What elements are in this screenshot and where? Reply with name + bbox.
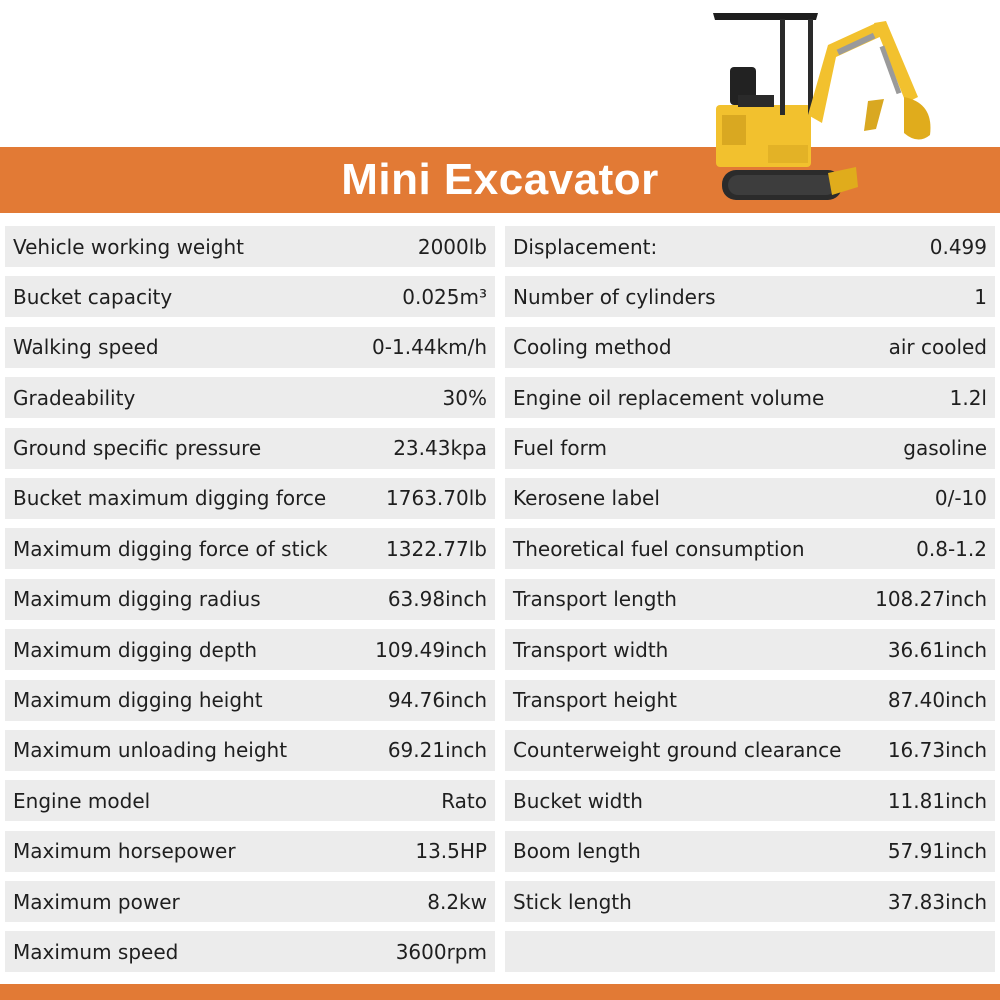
spec-value: 0-1.44km/h <box>372 335 487 360</box>
excavator-image <box>708 5 938 210</box>
spec-label: Transport width <box>513 637 669 662</box>
spec-value: 0.8-1.2 <box>916 536 987 561</box>
left-spec-column <box>5 226 495 982</box>
spec-value: 23.43kpa <box>393 436 487 461</box>
spec-label: Fuel form <box>513 436 607 461</box>
spec-row <box>5 276 495 317</box>
spec-row <box>505 730 995 771</box>
spec-label: Maximum power <box>13 889 180 914</box>
spec-value: 109.49inch <box>375 637 487 662</box>
spec-label: Maximum speed <box>13 939 179 964</box>
spec-value: 0.025m³ <box>402 284 487 309</box>
spec-row <box>5 780 495 821</box>
spec-row <box>505 579 995 620</box>
spec-row <box>505 881 995 922</box>
spec-row <box>5 226 495 267</box>
spec-label: Ground specific pressure <box>13 436 262 461</box>
spec-row <box>5 629 495 670</box>
spec-label: Maximum horsepower <box>13 839 236 864</box>
spec-label: Engine model <box>13 788 151 813</box>
spec-value: 16.73inch <box>887 738 987 763</box>
spec-label: Displacement: <box>513 234 658 259</box>
spec-row <box>5 428 495 469</box>
spec-label: Bucket width <box>513 788 643 813</box>
spec-label: Maximum digging depth <box>13 637 258 662</box>
spec-value: 1763.70lb <box>386 486 487 511</box>
spec-value: 0/-10 <box>934 486 987 511</box>
spec-value: air cooled <box>888 335 987 360</box>
spec-row <box>505 780 995 821</box>
spec-label: Maximum digging height <box>13 688 263 713</box>
spec-value: 94.76inch <box>387 688 487 713</box>
spec-label: Number of cylinders <box>513 284 716 309</box>
spec-row <box>505 226 995 267</box>
spec-label: Kerosene label <box>513 486 660 511</box>
right-spec-column <box>505 226 995 982</box>
spec-row <box>5 528 495 569</box>
spec-value: 69.21inch <box>387 738 487 763</box>
spec-row <box>5 931 495 972</box>
bottom-accent-bar <box>0 984 1000 1000</box>
spec-row <box>5 730 495 771</box>
spec-label: Transport length <box>513 587 677 612</box>
spec-value: 1322.77lb <box>386 536 487 561</box>
spec-value: 3600rpm <box>395 939 487 964</box>
spec-row <box>5 478 495 519</box>
spec-row <box>505 377 995 418</box>
spec-label: Boom length <box>513 839 641 864</box>
spec-row <box>5 680 495 721</box>
spec-row <box>505 528 995 569</box>
spec-row <box>505 428 995 469</box>
spec-value: 108.27inch <box>875 587 987 612</box>
spec-value: 13.5HP <box>415 839 487 864</box>
spec-label: Vehicle working weight <box>13 234 244 259</box>
page-title: Mini Excavator <box>341 155 659 204</box>
spec-row <box>5 831 495 872</box>
spec-value: 37.83inch <box>887 889 987 914</box>
spec-row <box>505 327 995 368</box>
spec-row <box>505 478 995 519</box>
spec-label: Maximum digging force of stick <box>13 536 328 561</box>
spec-value: gasoline <box>903 436 987 461</box>
spec-value: 8.2kw <box>427 889 487 914</box>
spec-value: 87.40inch <box>887 688 987 713</box>
spec-value: Rato <box>441 788 487 813</box>
spec-row <box>505 680 995 721</box>
spec-row <box>5 327 495 368</box>
spec-label: Maximum digging radius <box>13 587 261 612</box>
spec-row <box>505 831 995 872</box>
spec-label: Bucket maximum digging force <box>13 486 327 511</box>
spec-label: Counterweight ground clearance <box>513 738 842 763</box>
empty-spec-row <box>505 931 995 972</box>
spec-label: Bucket capacity <box>13 284 173 309</box>
spec-row <box>505 629 995 670</box>
spec-label: Walking speed <box>13 335 159 360</box>
spec-label: Cooling method <box>513 335 672 360</box>
spec-value: 1.2l <box>949 385 987 410</box>
spec-label: Maximum unloading height <box>13 738 288 763</box>
spec-row <box>5 579 495 620</box>
spec-label: Gradeability <box>13 385 136 410</box>
spec-value: 11.81inch <box>887 788 987 813</box>
spec-value: 30% <box>442 385 487 410</box>
spec-label: Engine oil replacement volume <box>513 385 825 410</box>
spec-row <box>5 377 495 418</box>
spec-value: 1 <box>974 284 987 309</box>
spec-label: Theoretical fuel consumption <box>513 536 805 561</box>
spec-label: Stick length <box>513 889 632 914</box>
spec-value: 57.91inch <box>887 839 987 864</box>
spec-value: 63.98inch <box>387 587 487 612</box>
spec-label: Transport height <box>513 688 677 713</box>
spec-row <box>505 276 995 317</box>
spec-value: 36.61inch <box>887 637 987 662</box>
spec-row <box>5 881 495 922</box>
spec-value: 2000lb <box>417 234 487 259</box>
spec-value: 0.499 <box>929 234 987 259</box>
